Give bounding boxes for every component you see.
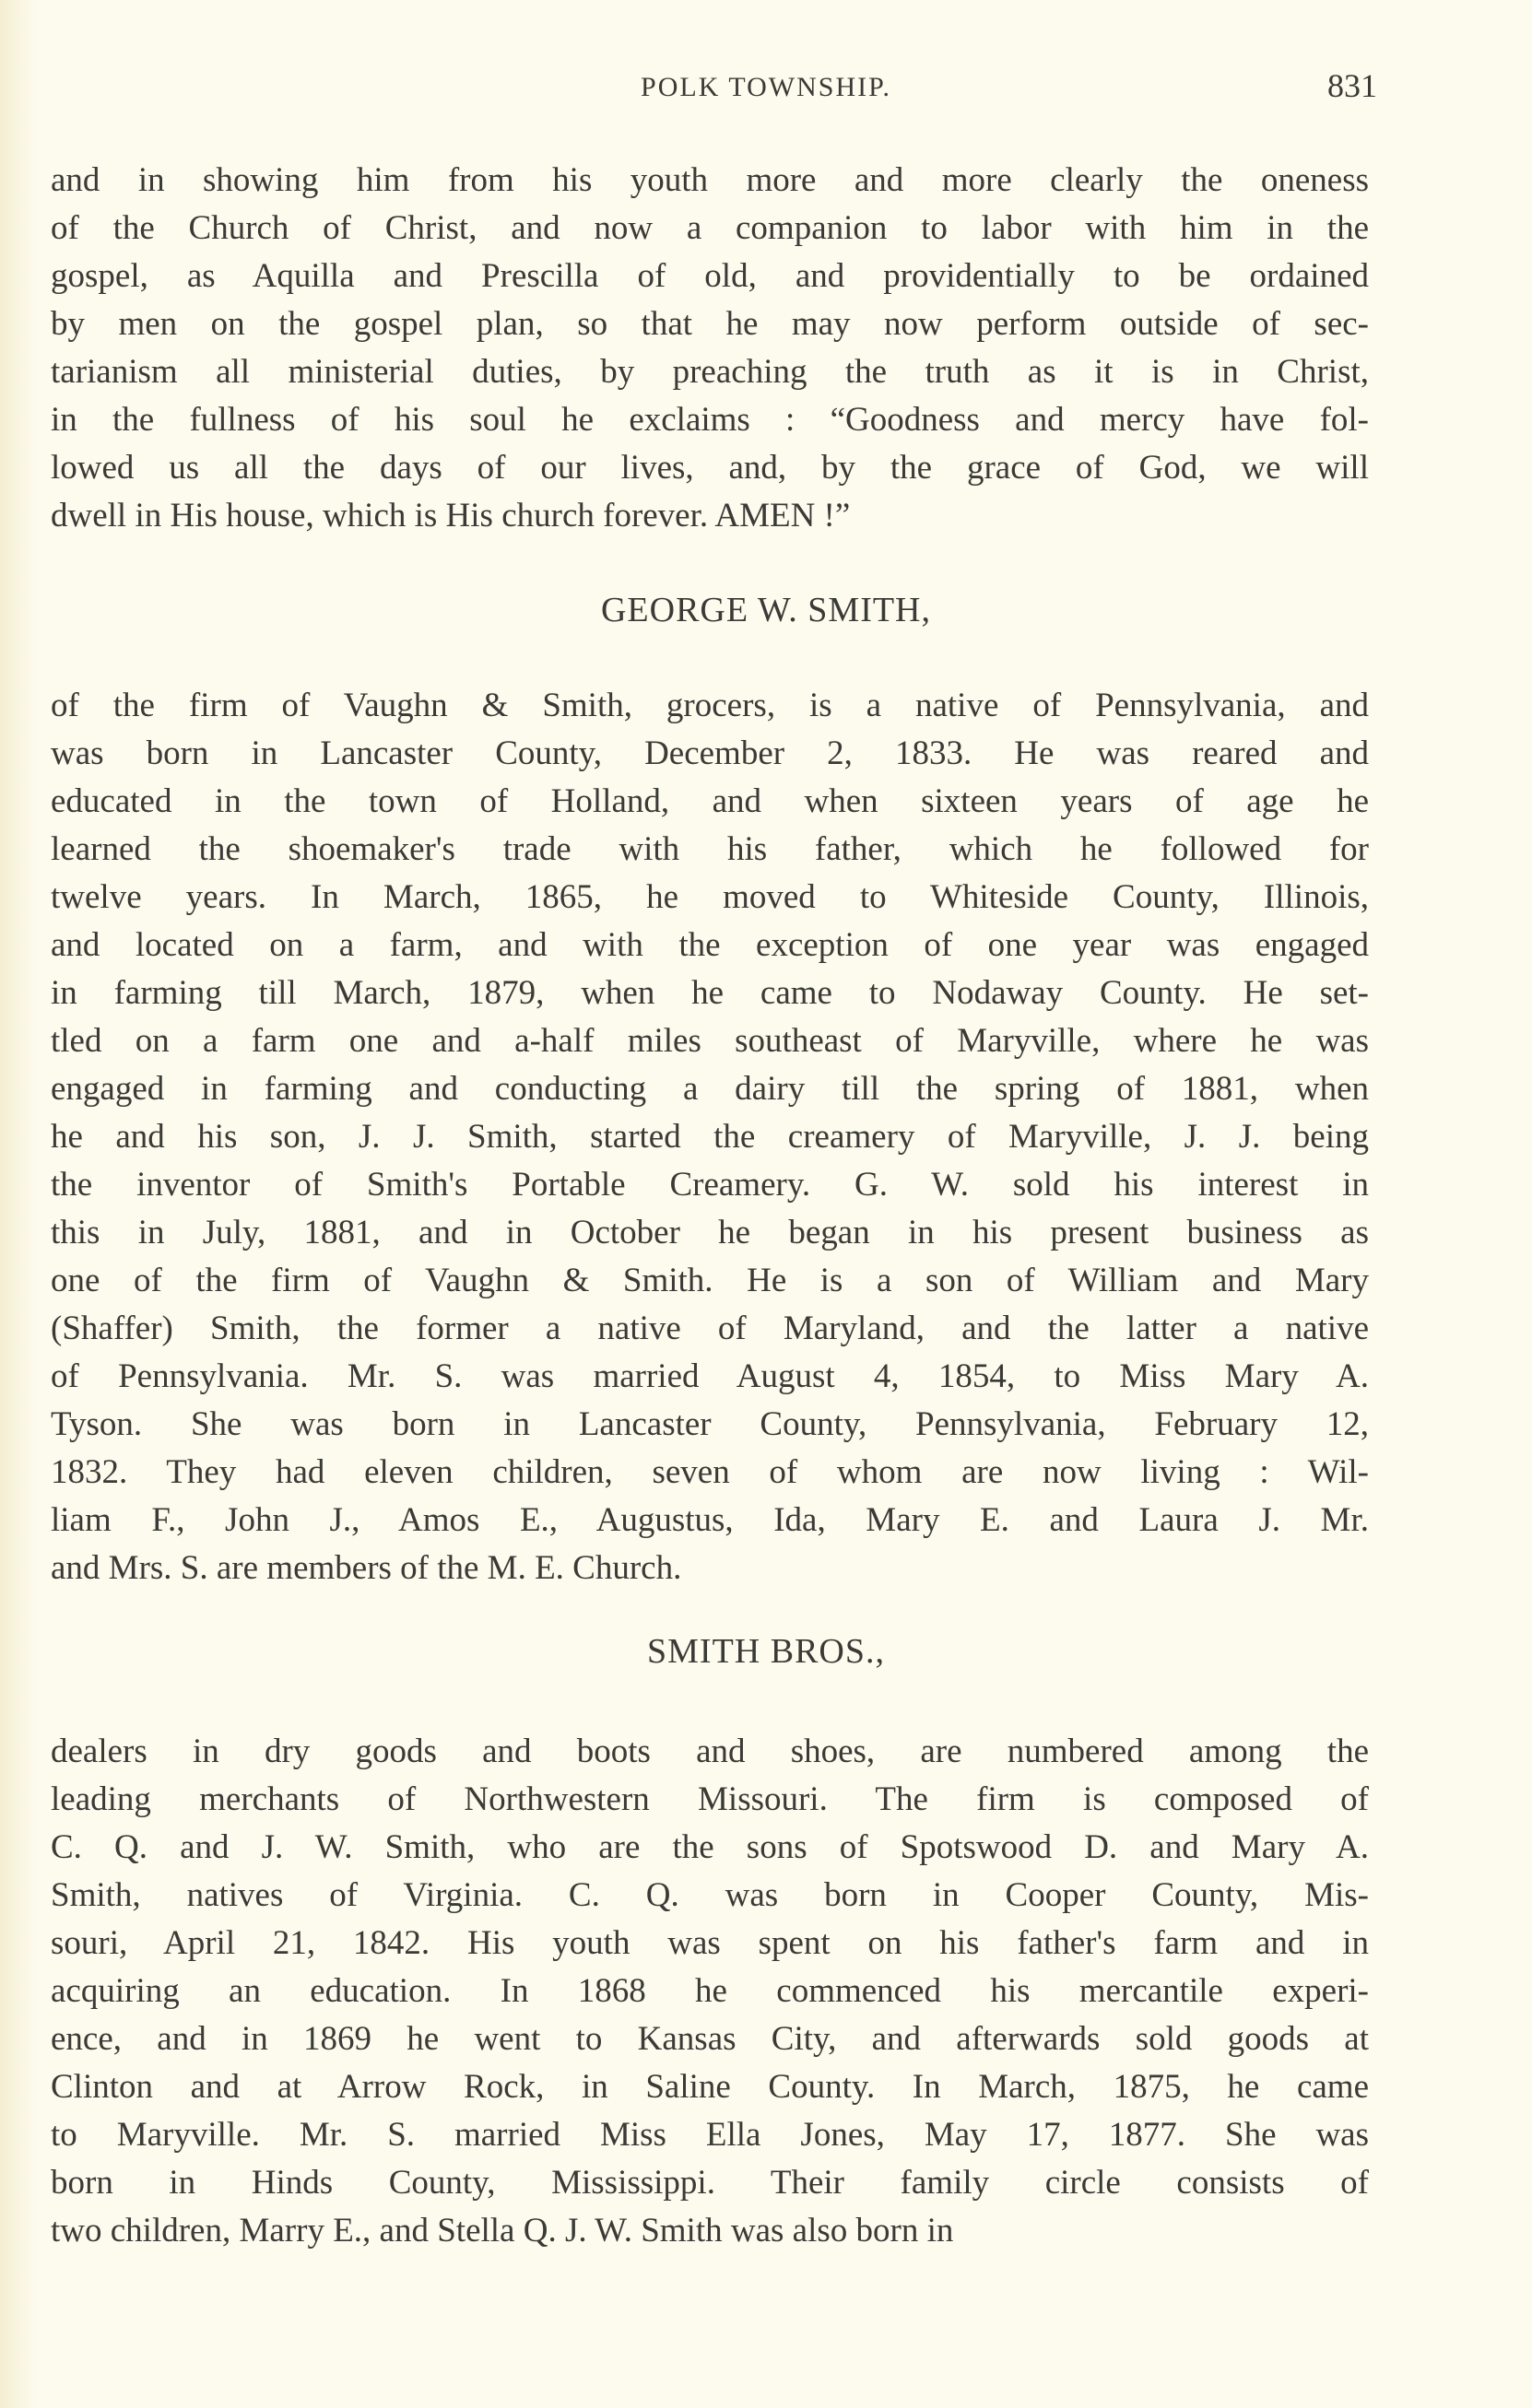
text-line-content: of Pennsylvania. Mr. S. was married August 4, 1854, to Miss Mary A. <box>51 1357 1369 1395</box>
text-line <box>51 1872 1369 1920</box>
text-line-content: in farming till March, 1879, when he came to Nodaway County. He set- <box>51 974 1369 1012</box>
text-line <box>51 1449 1369 1497</box>
text-line <box>51 2015 1369 2063</box>
text-line <box>51 2159 1369 2207</box>
text-line-content: lowed us all the days of our lives, and, by the grace of God, we will <box>51 449 1369 487</box>
text-line <box>51 1401 1369 1449</box>
text-line <box>51 253 1369 300</box>
text-line-content: C. Q. and J. W. Smith, who are the sons of Spotswood D. and Mary A. <box>51 1828 1369 1866</box>
text-line <box>51 1209 1369 1257</box>
text-line <box>51 969 1369 1017</box>
text-line-content: ence, and in 1869 he went to Kansas City, and afterwards sold goods at <box>51 2020 1369 2058</box>
text-line <box>51 778 1369 826</box>
text-line-content: and in showing him from his youth more and more clearly the oneness <box>51 161 1369 199</box>
text-line-content: of the firm of Vaughn & Smith, grocers, is a native of Pennsylvania, and <box>51 687 1369 724</box>
text-line-content: 1832. They had eleven children, seven of whom are now living : Wil- <box>51 1453 1369 1491</box>
text-line-content: he and his son, J. J. Smith, started the creamery of Maryville, J. J. being <box>51 1118 1369 1156</box>
text-line-content: leading merchants of Northwestern Missouri. The firm is composed of <box>51 1780 1369 1818</box>
text-line-content: the inventor of Smith's Portable Creamery. G. W. sold his interest in <box>51 1166 1369 1204</box>
text-line-content: twelve years. In March, 1865, he moved to Whiteside County, Illinois, <box>51 878 1369 916</box>
text-line-content: in the fullness of his soul he exclaims : “Goodness and mercy have fol- <box>51 401 1369 439</box>
text-line-content: gospel, as Aquilla and Prescilla of old, and providentially to be ordained <box>51 257 1369 295</box>
text-line <box>51 1113 1369 1161</box>
text-line <box>51 874 1369 922</box>
text-line <box>51 2207 1369 2255</box>
text-line-content: two children, Marry E., and Stella Q. J. W. Smith was also born in <box>51 2212 954 2249</box>
running-title: POLK TOWNSHIP. <box>641 72 891 102</box>
text-line-content: (Shaffer) Smith, the former a native of Maryland, and the latter a native <box>51 1310 1369 1347</box>
text-line <box>51 157 1369 205</box>
text-line <box>51 2111 1369 2159</box>
section-heading: GEORGE W. SMITH, <box>600 591 932 629</box>
text-line-content: learned the shoemaker's trade with his father, which he followed for <box>51 830 1369 868</box>
text-line-content: dealers in dry goods and boots and shoes, are numbered among the <box>51 1733 1369 1770</box>
page-gutter <box>0 0 37 2408</box>
text-line-content: and located on a farm, and with the exception of one year was engaged <box>51 926 1369 964</box>
text-line-content: Smith, natives of Virginia. C. Q. was born in Cooper County, Mis- <box>51 1876 1369 1914</box>
text-line <box>51 1065 1369 1113</box>
text-line <box>51 1776 1369 1824</box>
text-line-content: tled on a farm one and a-half miles southeast of Maryville, where he was <box>51 1022 1369 1060</box>
text-line <box>51 1497 1369 1545</box>
text-line <box>51 1353 1369 1401</box>
text-line-content: tarianism all ministerial duties, by preaching the truth as it is in Christ, <box>51 353 1369 391</box>
text-line <box>51 1968 1369 2015</box>
text-line-content: one of the firm of Vaughn & Smith. He is a son of William and Mary <box>51 1262 1369 1299</box>
text-line <box>51 444 1369 492</box>
page-number: 831 <box>1327 67 1377 104</box>
text-line <box>51 682 1369 730</box>
text-line-content: Clinton and at Arrow Rock, in Saline County. In March, 1875, he came <box>51 2068 1369 2106</box>
text-line-content: dwell in His house, which is His church forever. AMEN !” <box>51 497 851 534</box>
text-line <box>51 826 1369 874</box>
text-line <box>51 1017 1369 1065</box>
text-line <box>51 300 1369 348</box>
section-heading: SMITH BROS., <box>647 1632 885 1671</box>
text-line-content: this in July, 1881, and in October he began in his present business as <box>51 1214 1369 1251</box>
text-line <box>51 730 1369 778</box>
text-line <box>51 1728 1369 1776</box>
text-line-content: of the Church of Christ, and now a companion to labor with him in the <box>51 209 1369 247</box>
text-line-content: engaged in farming and conducting a dairy till the spring of 1881, when <box>51 1070 1369 1108</box>
text-line <box>51 1257 1369 1305</box>
text-line-content: acquiring an education. In 1868 he commenced his mercantile experi- <box>51 1972 1369 2010</box>
text-line-content: educated in the town of Holland, and when sixteen years of age he <box>51 782 1369 820</box>
text-line <box>51 1920 1369 1968</box>
text-line <box>51 396 1369 444</box>
text-line <box>51 2063 1369 2111</box>
text-line <box>51 1824 1369 1872</box>
text-line <box>51 205 1369 253</box>
text-line-content: Tyson. She was born in Lancaster County, Pennsylvania, February 12, <box>51 1405 1369 1443</box>
text-line <box>51 348 1369 396</box>
text-line <box>51 1305 1369 1353</box>
text-line-content: souri, April 21, 1842. His youth was spent on his father's farm and in <box>51 1924 1369 1962</box>
text-line-content: was born in Lancaster County, December 2, 1833. He was reared and <box>51 734 1369 772</box>
text-line-content: to Maryville. Mr. S. married Miss Ella Jones, May 17, 1877. She was <box>51 2116 1369 2154</box>
text-line-content: born in Hinds County, Mississippi. Their family circle consists of <box>51 2164 1369 2202</box>
text-line-content: and Mrs. S. are members of the M. E. Church. <box>51 1549 682 1587</box>
text-line <box>51 1545 1369 1592</box>
text-line <box>51 492 1369 540</box>
text-line-content: by men on the gospel plan, so that he may now perform outside of sec- <box>51 305 1369 343</box>
text-line <box>51 1161 1369 1209</box>
text-line <box>51 922 1369 969</box>
text-line-content: liam F., John J., Amos E., Augustus, Ida, Mary E. and Laura J. Mr. <box>51 1501 1369 1539</box>
